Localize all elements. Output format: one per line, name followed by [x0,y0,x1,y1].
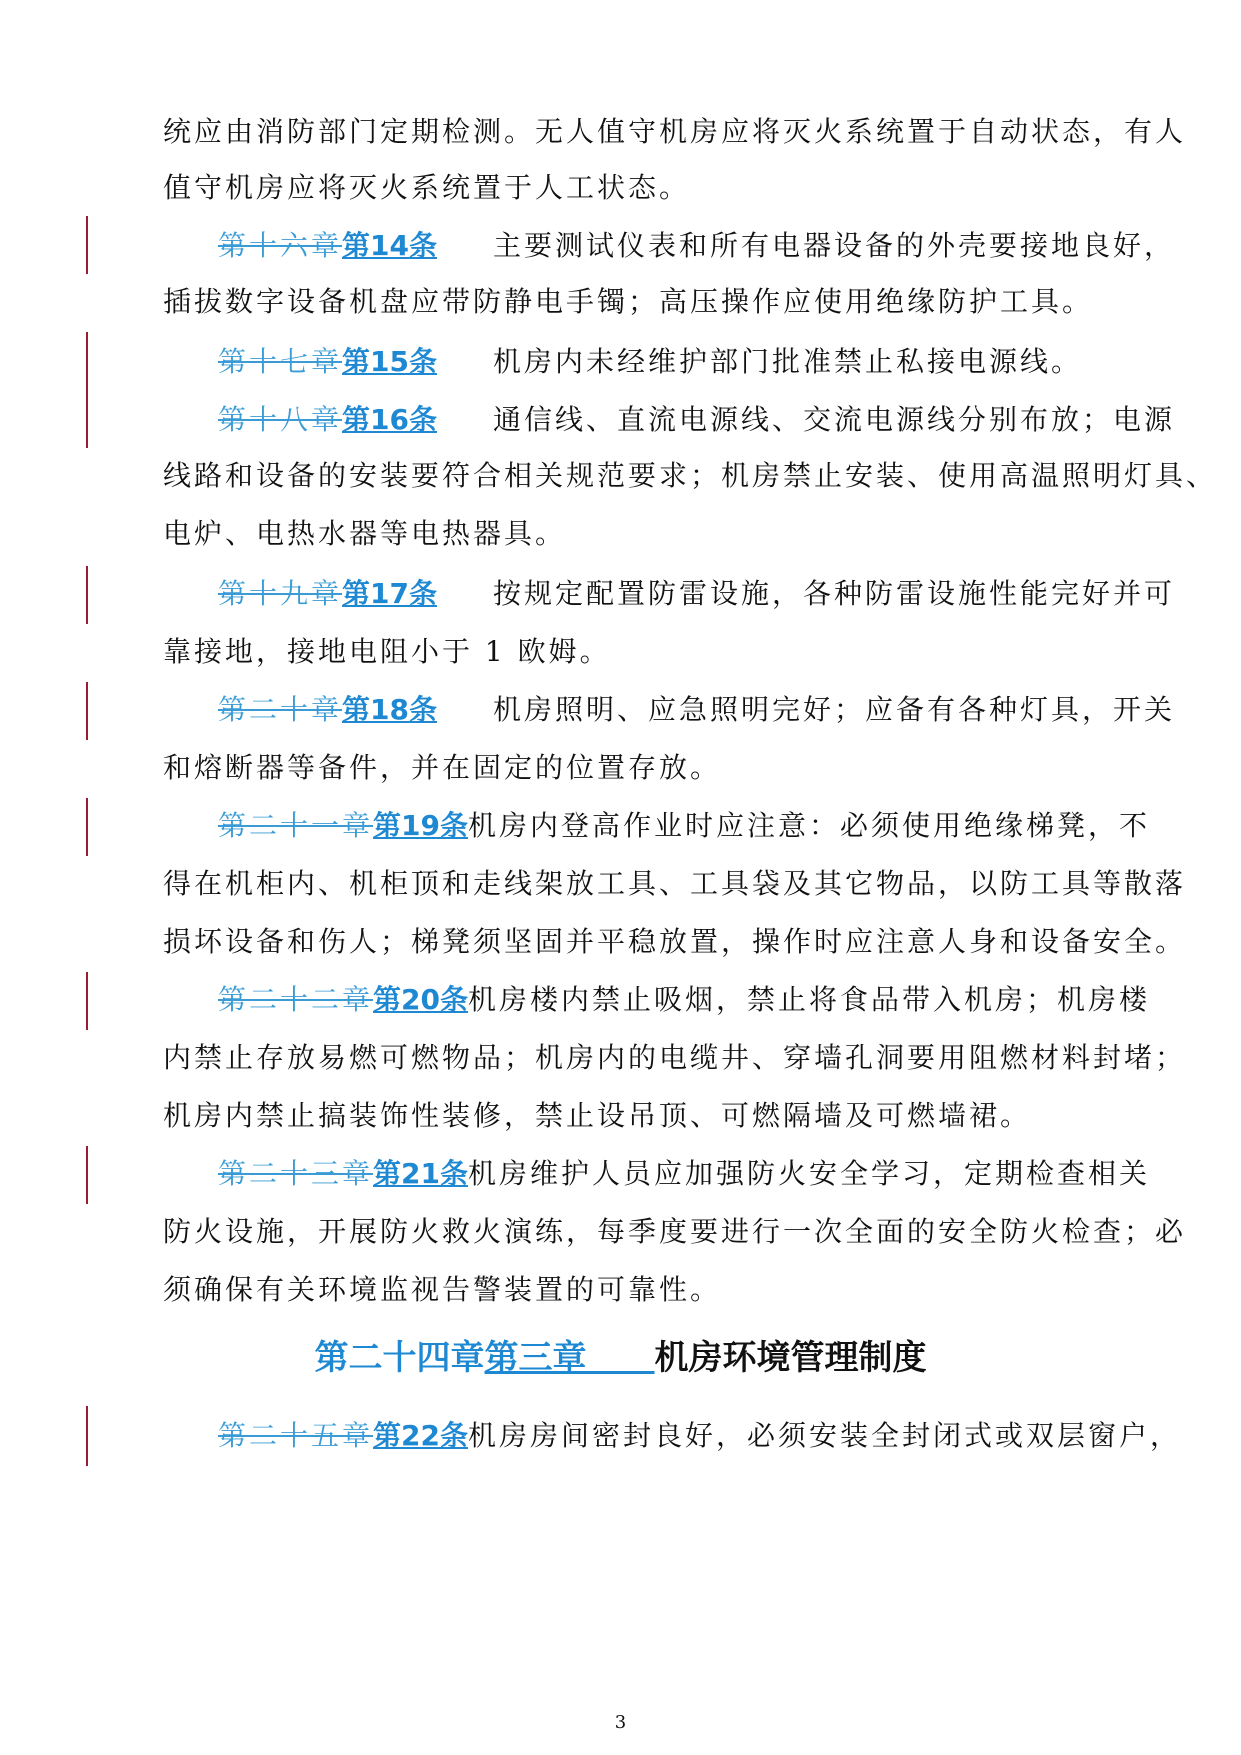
inserted-article-number: 第14条 [342,229,437,262]
article-14-first-line [218,226,1175,266]
inserted-article-number: 第22条 [373,1419,468,1452]
change-bar [86,798,88,856]
change-bar [86,972,88,1030]
article-21-first-line [218,1154,1150,1194]
chapter-heading [0,1336,1241,1380]
change-bar [86,390,88,448]
change-bar [86,1146,88,1204]
inserted-article-number: 第20条 [373,983,468,1016]
text-line: 机房内禁止搞装饰性装修，禁止设吊顶、可燃隔墙及可燃墙裙。 [163,1099,1032,1132]
page-number: 3 [614,1712,627,1733]
text-line: 统应由消防部门定期检测。无人值守机房应将灭火系统置于自动状态，有人 [163,115,1187,148]
deleted-chapter-number: 第十六章 [218,229,343,262]
article-text: 机房房间密封良好，必须安装全封闭式或双层窗户， [467,1419,1181,1452]
text-line: 值守机房应将灭火系统置于人工状态。 [163,171,691,204]
article-text: 机房维护人员应加强防火安全学习，定期检查相关 [467,1157,1150,1190]
article-text: 机房内登高作业时应注意：必须使用绝缘梯凳，不 [467,809,1150,842]
article-16-first-line [218,400,1175,440]
article-22-first-line [218,1416,1181,1456]
article-17-first-line [218,574,1175,614]
inserted-article-number: 第21条 [373,1157,468,1190]
article-text: 机房内未经维护部门批准禁止私接电源线。 [492,345,1082,378]
deleted-chapter-number: 第十九章 [218,577,343,610]
deleted-chapter-number: 第二十一章 [218,809,374,842]
text-line: 内禁止存放易燃可燃物品；机房内的电缆井、穿墙孔洞要用阻燃材料封堵； [163,1041,1187,1074]
inserted-article-number: 第15条 [342,345,437,378]
article-19-first-line [218,806,1150,846]
heading-deleted-number: 第二十四章 [314,1338,485,1378]
article-text: 按规定配置防雷设施，各种防雷设施性能完好并可 [492,577,1175,610]
article-20-first-line [218,980,1150,1020]
change-bar [86,566,88,624]
article-18-first-line [218,690,1175,730]
heading-inserted-number: 第三章 [484,1338,587,1378]
text-line: 和熔断器等备件，并在固定的位置存放。 [163,751,722,784]
heading-title: 机房环境管理制度 [654,1338,927,1378]
article-15-first-line [218,342,1123,382]
text-line: 线路和设备的安装要符合相关规范要求；机房禁止安装、使用高温照明灯具、 [163,459,1218,492]
inserted-article-number: 第19条 [373,809,468,842]
deleted-chapter-number: 第十八章 [218,403,343,436]
text-line: 插拔数字设备机盘应带防静电手镯；高压操作应使用绝缘防护工具。 [163,285,1094,318]
deleted-chapter-number: 第二十三章 [218,1157,374,1190]
article-text: 机房楼内禁止吸烟，禁止将食品带入机房；机房楼 [467,983,1150,1016]
change-bar [86,216,88,274]
text-line: 防火设施，开展防火救火演练，每季度要进行一次全面的安全防火检查；必 [163,1215,1187,1248]
text-line: 得在机柜内、机柜顶和走线架放工具、工具袋及其它物品，以防工具等散落 [163,867,1187,900]
inserted-article-number: 第16条 [342,403,437,436]
article-text: 通信线、直流电源线、交流电源线分别布放；电源 [492,403,1175,436]
deleted-chapter-number: 第二十二章 [218,983,374,1016]
text-line: 电炉、电热水器等电热器具。 [163,517,567,550]
deleted-chapter-number: 第二十五章 [218,1419,374,1452]
change-bar [86,332,88,390]
article-text: 主要测试仪表和所有电器设备的外壳要接地良好， [492,229,1175,262]
deleted-chapter-number: 第二十章 [218,693,343,726]
inserted-article-number: 第18条 [342,693,437,726]
change-bar [86,1406,88,1466]
text-line: 损坏设备和伤人；梯凳须坚固并平稳放置，操作时应注意人身和设备安全。 [163,925,1187,958]
change-bar [86,682,88,740]
text-line: 靠接地，接地电阻小于 1 欧姆。 [163,635,611,668]
deleted-chapter-number: 第十七章 [218,345,343,378]
article-text: 机房照明、应急照明完好；应备有各种灯具，开关 [492,693,1175,726]
text-line: 须确保有关环境监视告警装置的可靠性。 [163,1273,722,1306]
inserted-article-number: 第17条 [342,577,437,610]
